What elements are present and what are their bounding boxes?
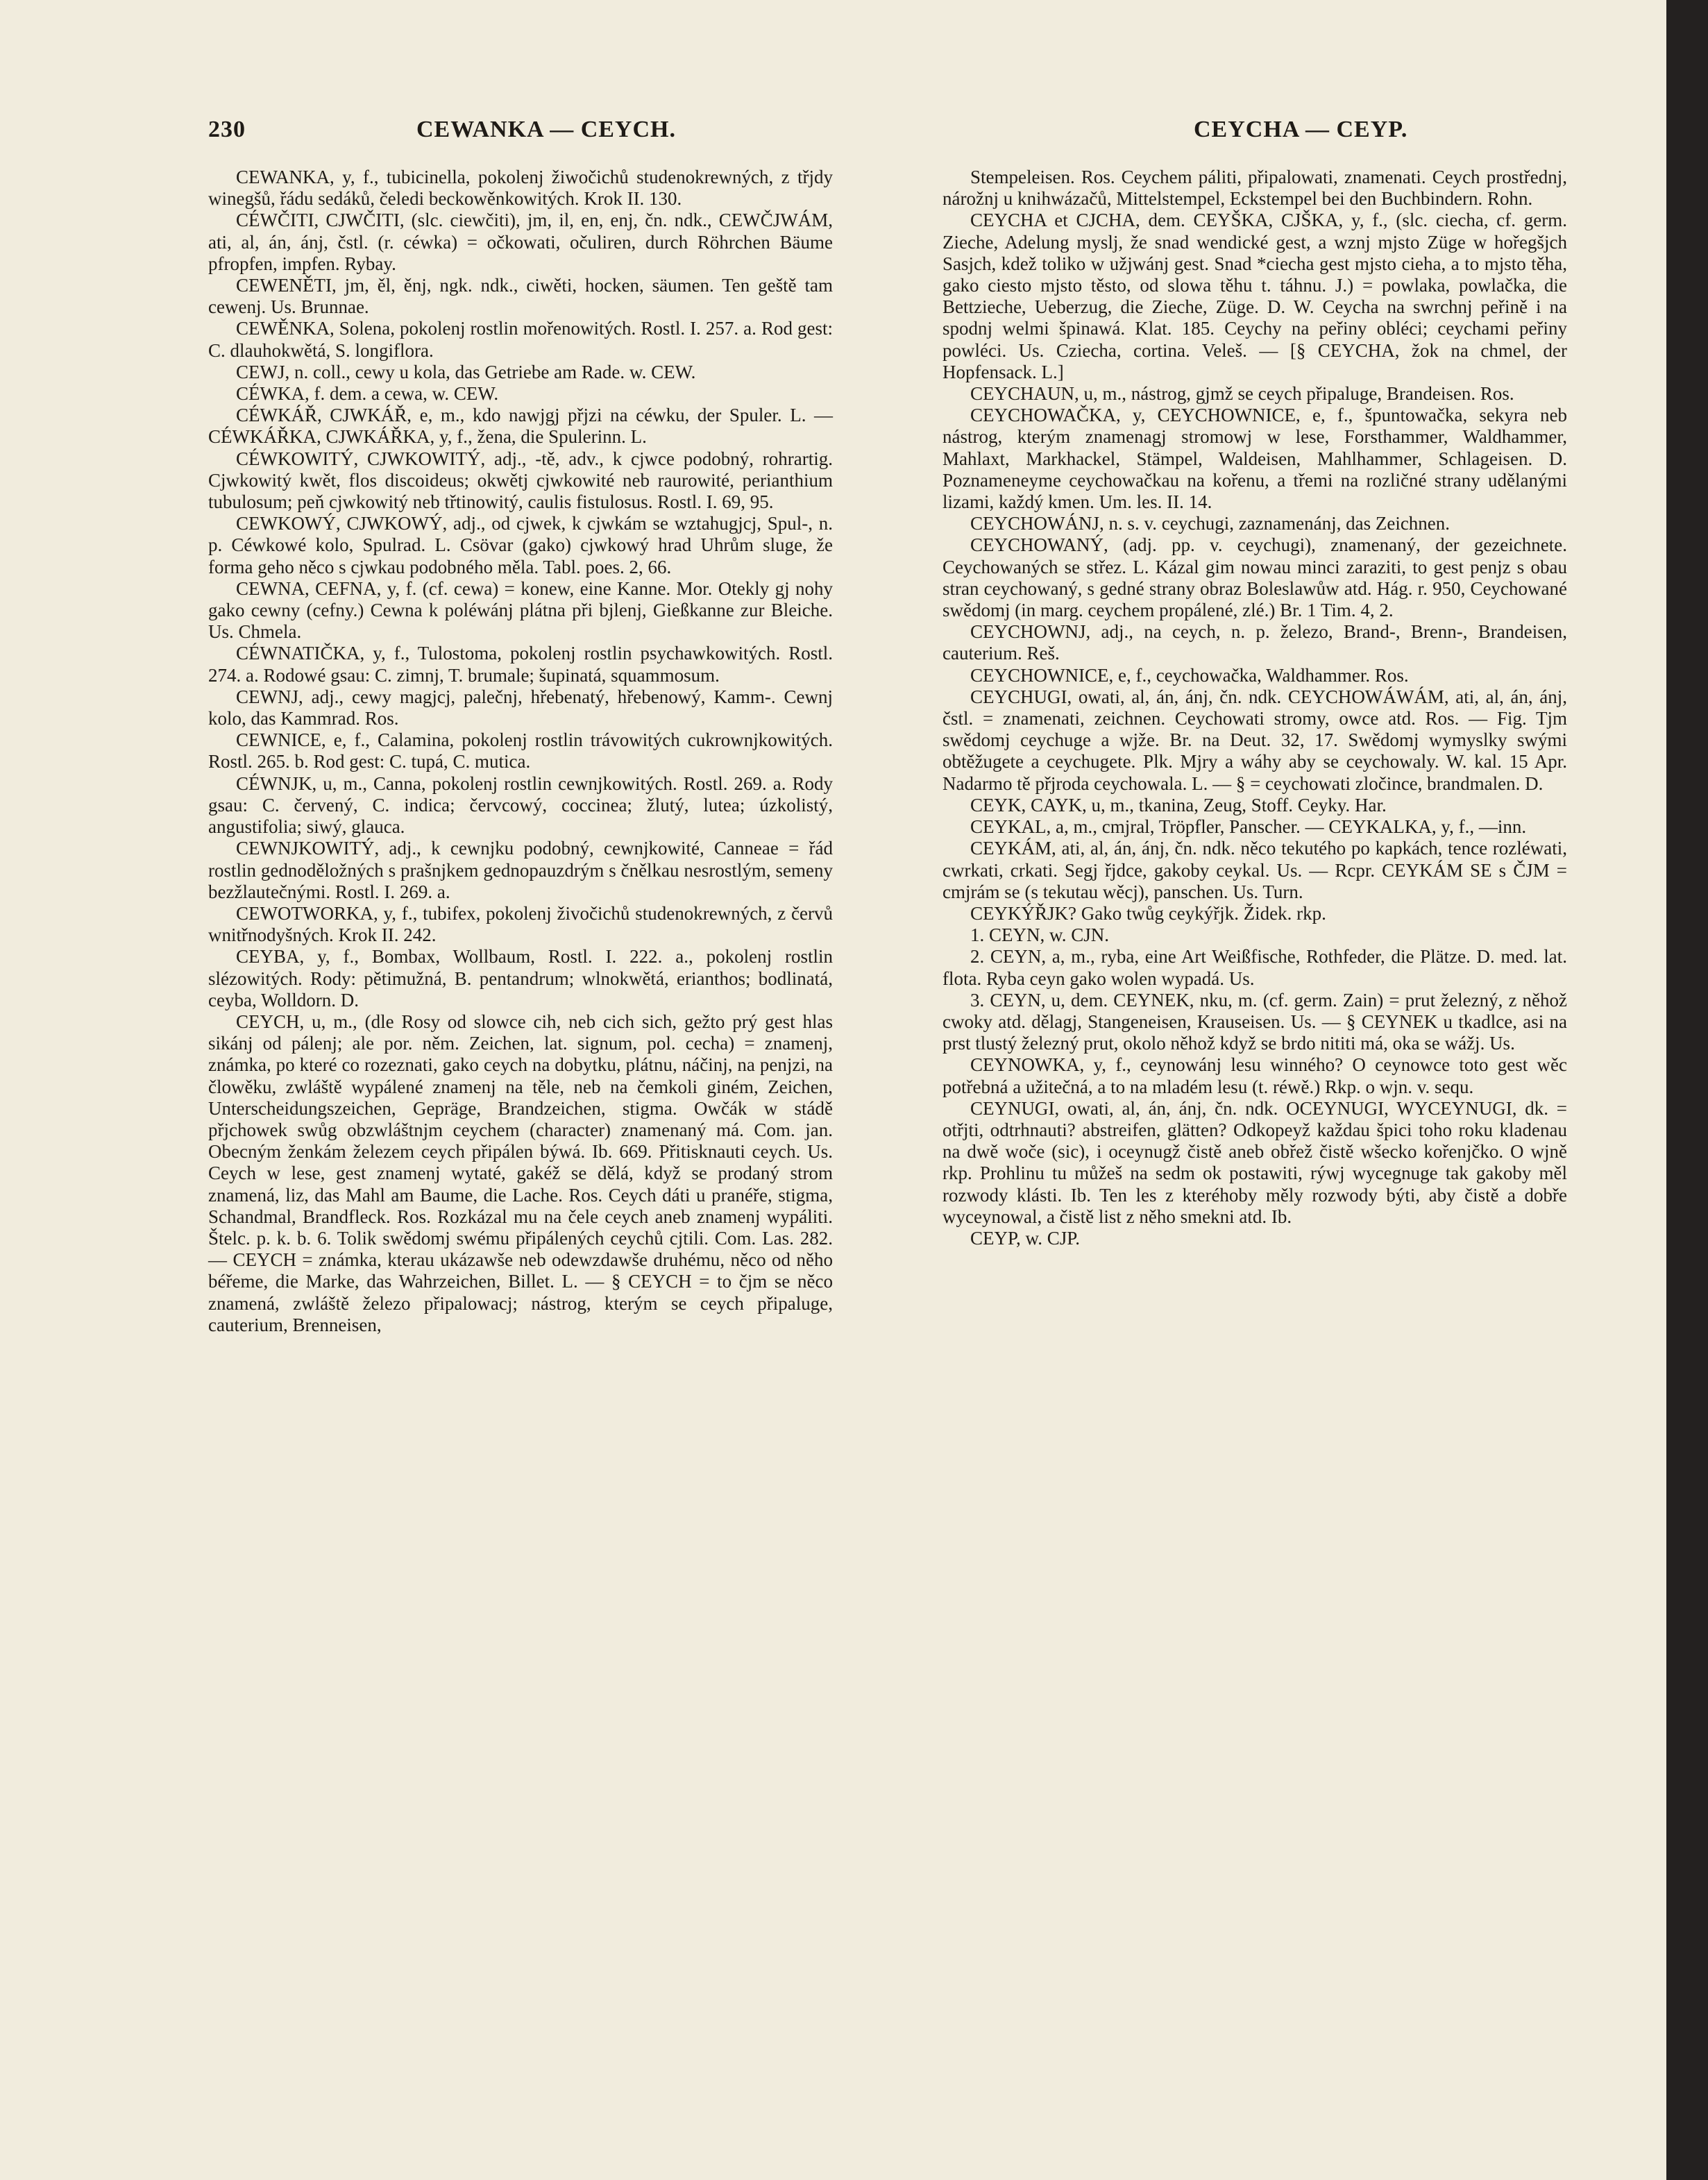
dictionary-entry: CEYBA, y, f., Bombax, Wollbaum, Rostl. I. 222. a., pokolenj rostlin slézowitých. Rody: pětimužná, B. pentandrum; wlnokwětá, erianthos; bodlinatá, ceyba, Wolldorn. D. (208, 946, 833, 1011)
dictionary-entry: CEWOTWORKA, y, f., tubifex, pokolenj živočichů studenokrewných, z červů wnitřnodyšných. Krok II. 242. (208, 902, 833, 946)
dictionary-entry: CEYNUGI, owati, al, án, ánj, čn. ndk. OCEYNUGI, WYCEYNUGI, dk. = otřjti, odtrhnauti? abstreifen, glätten? Odkopeyž každau špici toho roku kladenau na dwě woče (sic), i oceynugž čistě aneb obřež čistě wšecko kořenjčko. O wjně rkp. Prohlinu tu můžeš na sedm ok postawiti, rýwj wycegnuge tak gakoby měl rozwody klásti. Ib. Ten les z kteréhoby měly rozwody býti, aby čistě a dobře wyceynowal, a čistě list z něho smekni atd. Ib. (942, 1097, 1567, 1227)
dictionary-entry: CEWNA, CEFNA, y, f. (cf. cewa) = konew, eine Kanne. Mor. Otekly gj nohy gako cewny (cefny.) Cewna k poléwánj plátna při bjlenj, Gießkanne zur Bleiche. Us. Chmela. (208, 577, 833, 643)
left-column (208, 167, 833, 1336)
dictionary-entry: CEYNOWKA, y, f., ceynowánj lesu winného? O ceynowce toto gest wěc potřebná a užitečná, a to na mladém lesu (t. réwě.) Rkp. o wjn. v. sequ. (942, 1054, 1567, 1097)
dictionary-entry: CEYCHA et CJCHA, dem. CEYŠKA, CJŠKA, y, f., (slc. ciecha, cf. germ. Zieche, Adelung myslj, že snad wendické gest, a wznj mjsto Züge w hořegšjch Sasjch, kdež toliko w užjwánj gest. Snad *ciecha gest mjsto cieha, a to mjsto těha, gako ciesto mjsto těsto, od slowa těhu t. táhnu. J.) = powlaka, powlačka, die Bettzieche, Ueberzug, die Zieche, Züge. D. W. Ceycha na swrchnj peřině i na spodnj welmi špinawá. Klat. 185. Ceychy na peřiny obléci; ceychami peřiny powléci. Us. Cziecha, cortina. Veleš. — [§ CEYCHA, žok na chmel, der Hopfensack. L.] (942, 210, 1567, 382)
dictionary-entry: CÉWKÁŘ, CJWKÁŘ, e, m., kdo nawjgj přjzi na céwku, der Spuler. L. — CÉWKÁŘKA, CJWKÁŘKA, y, f., žena, die Spulerinn. L. (208, 405, 833, 448)
dictionary-entry: CEYCHAUN, u, m., nástrog, gjmž se ceych připaluge, Brandeisen. Ros. (970, 383, 1514, 405)
dictionary-entry: CEYKÁM, ati, al, án, ánj, čn. ndk. něco tekutého po kapkách, tence rozléwati, cwrkati, crkati. Segj řjdce, gakoby ceykal. Us. — Rcpr. CEYKÁM SE s ČJM = cmjrám se (s tekutau wěcj), panschen. Us. Turn. (942, 838, 1567, 902)
dictionary-entry: CÉWNJK, u, m., Canna, pokolenj rostlin cewnjkowitých. Rostl. 269. a. Rody gsau: C. červený, C. indica; červcowý, coccinea; žlutý, lutea; úzkolistý, angustifolia; siwý, glauca. (208, 772, 833, 838)
dictionary-entry: CEYP, w. CJP. (970, 1227, 1081, 1249)
dictionary-entry: 2. CEYN, a, m., ryba, eine Art Weißfische, Rothfeder, die Plätze. D. med. lat. flota. Ryba ceyn gako wolen wypadá. Us. (942, 946, 1567, 989)
right-column (942, 167, 1567, 1249)
dictionary-entry: CEYCHUGI, owati, al, án, ánj, čn. ndk. CEYCHOWÁWÁM, ati, al, án, ánj, čstl. = znamenati, zeichnen. Ceychowati stromy, owce atd. Ros. — Fig. Tjm swědomj ceychuge a wjže. Br. na Deut. 32, 17. Swědomj wymyslky swými obtěžugete a ceychugete. Plk. Mjry a wáhy aby se ceychowaly. W. kal. 15 Apr. Nadarmo tě přjroda ceychowala. L. — § = ceychowati zločince, brandmalen. D. (942, 686, 1567, 794)
left-page-header (208, 117, 833, 151)
dictionary-entry: CEYKAL, a, m., cmjral, Tröpfler, Panscher. — CEYKALKA, y, f., —inn. (970, 816, 1527, 838)
dictionary-entry: CEWĚNKA, Solena, pokolenj rostlin mořenowitých. Rostl. I. 257. a. Rod gest: C. dlauhokwětá, S. longiflora. (208, 318, 833, 361)
dictionary-entry: CEYKÝŘJK? Gako twůg ceykýřjk. Židek. rkp. (970, 902, 1326, 924)
dictionary-entry: CEYCHOWANÝ, (adj. pp. v. ceychugi), znamenaný, der gezeichnete. Ceychowaných se střez. L. Kázal gim nowau minci zaraziti, to gest penjz s obau stran ceychowaný, s gedné strany obraz Boleslawůw atd. Hág. r. 950, Ceychowané swědomj (in marg. ceychem propálené, zlé.) Br. 1 Tim. 4, 2. (942, 534, 1567, 621)
page-number: 230 (208, 117, 246, 142)
dictionary-entry: CEWNICE, e, f., Calamina, pokolenj rostlin trávowitých cukrownjkowitých. Rostl. 265. b. Rod gest: C. tupá, C. mutica. (208, 729, 833, 772)
dictionary-entry: CEWNJ, adj., cewy magjcj, palečnj, hřebenatý, hřebenowý, Kamm-. Cewnj kolo, das Kammrad. Ros. (208, 686, 833, 729)
dictionary-entry: CEYCHOWNJ, adj., na ceych, n. p. železo, Brand-, Brenn-, Brandeisen, cauterium. Reš. (942, 621, 1567, 664)
page-edge-shadow (1666, 0, 1708, 2180)
right-running-head: CEYCHA — CEYP. (1194, 117, 1408, 142)
dictionary-entry: CÉWKA, f. dem. a cewa, w. CEW. (236, 383, 499, 405)
dictionary-entry: 3. CEYN, u, dem. CEYNEK, nku, m. (cf. germ. Zain) = prut železný, z něhož cwoky atd. dělagj, Stangeneisen, Krauseisen. Us. — § CEYNEK u tkadlce, asi na prst tlustý železný prut, okolo něhož když se brdo nititi má, oka se wážj. Us. (942, 989, 1567, 1054)
left-running-head: CEWANKA — CEYCH. (416, 117, 676, 142)
dictionary-entry: 1. CEYN, w. CJN. (970, 924, 1110, 946)
dictionary-entry: CÉWKOWITÝ, CJWKOWITÝ, adj., -tě, adv., k cjwce podobný, rohrartig. Cjwkowitý kwět, flos discoideus; okwětj cjwkowité neb raurowité, perianthium tubulosum; peň cjwkowitý neb třtinowitý, caulis fistulosus. Rostl. I. 69, 95. (208, 448, 833, 513)
dictionary-entry: CEYCH, u, m., (dle Rosy od slowce cih, neb cich sich, gežto prý gest hlas sikánj od pálenj; ale por. něm. Zeichen, lat. signum, pol. cecha) = znamenj, známka, po které co rozeznati, gako ceych na dobytku, plátnu, náčinj, na penjzi, na člowěku, zwláště wypálené znamenj na těle, neb na čemkoli giném, Zeichen, Unterscheidungszeichen, Gepräge, Brandzeichen, stigma. Owčák w stádě přjchowek swůg obzwláštnjm ceychem (character) znamenaný má. Com. jan. Obecným ženkám železem ceych připálen býwá. Ib. 669. Přitisknauti ceych. Us. Ceych w lese, gest znamenj wytaté, gakéž se dělá, když se prodaný strom znamená, liz, das Mahl am Baume, die Lache. Ros. Ceych dáti u pranéře, stigma, Schandmal, Brandfleck. Ros. Rozkázal mu na čele ceych aneb znamenj wypáliti. Štelc. p. k. b. 6. Tolik swědomj swému připálených ceychů cjtili. Com. Las. 282. — CEYCH = známka, kterau ukázawše neb odewzdawše druhému, něco od něho béřeme, die Marke, das Wahrzeichen, Billet. L. — § CEYCH = to čjm se něco znamená, zwláště železo připalowacj; nástrog, kterým se ceych připaluge, cauterium, Brenneisen, (208, 1011, 833, 1335)
dictionary-entry: CEWKOWÝ, CJWKOWÝ, adj., od cjwek, k cjwkám se wztahugjcj, Spul-, n. p. Céwkowé kolo, Spulrad. L. Csövar (gako) cjwkowý hrad Uhrům sluge, že forma geho něco s cjwkau podobného měla. Tabl. poes. 2, 66. (208, 513, 833, 577)
dictionary-entry: CÉWNATIČKA, y, f., Tulostoma, pokolenj rostlin psychawkowitých. Rostl. 274. a. Rodowé gsau: C. zimnj, T. brumale; šupinatá, squammosum. (208, 643, 833, 686)
dictionary-entry: CÉWČITI, CJWČITI, (slc. ciewčiti), jm, il, en, enj, čn. ndk., CEWČJWÁM, ati, al, án, ánj, čstl. (r. céwka) = očkowati, očuliren, durch Röhrchen Bäume pfropfen, impfen. Rybay. (208, 210, 833, 274)
dictionary-entry: CEWNJKOWITÝ, adj., k cewnjku podobný, cewnjkowité, Canneae = řád rostlin gednoděložných s prašnjkem gednopauzdrým s čnělkau nesrostlým, semeny bezžlautečnými. Rostl. I. 269. a. (208, 838, 833, 902)
dictionary-entry: CEYCHOWNICE, e, f., ceychowačka, Waldhammer. Ros. (970, 664, 1409, 686)
dictionary-entry: CEYCHOWÁNJ, n. s. v. ceychugi, zaznamenánj, das Zeichnen. (970, 513, 1451, 534)
dictionary-entry: CEWJ, n. coll., cewy u kola, das Getriebe am Rade. w. CEW. (236, 361, 696, 382)
dictionary-entry: CEYK, CAYK, u, m., tkanina, Zeug, Stoff. Ceyky. Har. (970, 794, 1387, 816)
dictionary-entry: CEYCHOWAČKA, y, CEYCHOWNICE, e, f., špuntowačka, sekyra neb nástrog, kterým znamenagj stromowj w lese, Forsthammer, Waldhammer, Mahlaxt, Markhackel, Stämpel, Waldeisen, Mahlhammer, Schlageisen. D. Poznameneyme ceychowačkau na kořenu, a třemi na rozličné strany udělanými lizami, každý kmen. Um. les. II. 14. (942, 405, 1567, 513)
dictionary-entry: CEWENĚTI, jm, ěl, ěnj, ngk. ndk., ciwěti, hocken, säumen. Ten geště tam cewenj. Us. Brunnae. (208, 275, 833, 318)
dictionary-entry: CEWANKA, y, f., tubicinella, pokolenj žiwočichů studenokrewných, z třjdy winegšů, řádu sedáků, čeledi beckowěnkowitých. Krok II. 130. (208, 167, 833, 210)
dictionary-entry: Stempeleisen. Ros. Ceychem páliti, připalowati, znamenati. Ceych prostřednj, nárožnj u knihwázačů, Mittelstempel, Eckstempel bei den Buchbindern. Rohn. (942, 167, 1567, 210)
